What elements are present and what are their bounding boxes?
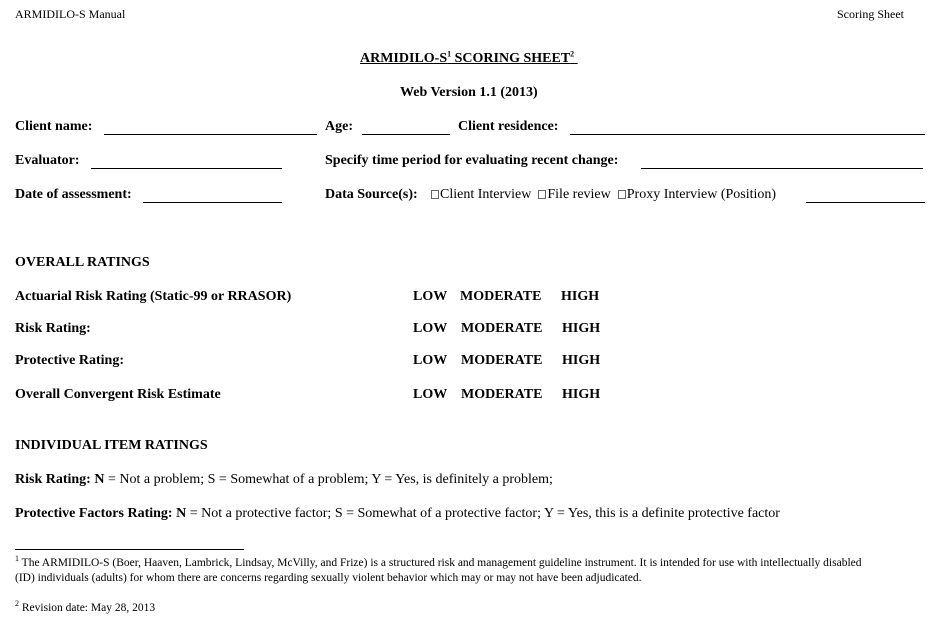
header-right: Scoring Sheet	[837, 7, 904, 21]
client-interview-label: Client Interview	[440, 187, 532, 202]
risk-legend-label: Risk Rating:	[15, 472, 95, 487]
risk-low-option[interactable]: LOW	[413, 321, 448, 336]
protective-rating-label: Protective Rating:	[15, 353, 124, 368]
overall-ratings-heading: OVERALL RATINGS	[15, 255, 150, 270]
client-name-field[interactable]	[104, 120, 317, 135]
actuarial-high-option[interactable]: HIGH	[561, 289, 600, 304]
age-label: Age:	[325, 119, 353, 134]
footnote-1-mark: 1	[15, 554, 19, 564]
data-source-label: Data Source(s):	[325, 187, 418, 202]
title-sup2: 2	[570, 49, 575, 59]
title-part-a: ARMIDILO-S	[360, 51, 448, 66]
risk-legend-text: = Not a problem; S = Somewhat of a problem; Y = Yes, is definitely a problem;	[104, 472, 553, 487]
page-title	[360, 51, 578, 67]
evaluator-field[interactable]	[91, 154, 282, 169]
footnote-2-text: Revision date: May 28, 2013	[19, 602, 156, 614]
actuarial-risk-label: Actuarial Risk Rating (Static-99 or RRASOR)	[15, 289, 292, 304]
footnote-1-line-2: (ID) individuals (adults) for whom there are concerns regarding sexually violent behavior which may or may not have been adjudicated.	[15, 572, 642, 584]
footnote-1-line-1	[15, 554, 862, 569]
file-review-checkbox[interactable]	[538, 190, 546, 199]
convergent-high-option[interactable]: HIGH	[562, 387, 601, 402]
footnote-2-mark: 2	[15, 599, 19, 609]
title-sup1: 1	[447, 49, 452, 59]
protective-factors-legend	[15, 506, 780, 522]
client-interview-checkbox[interactable]	[431, 190, 439, 199]
proxy-interview-label: Proxy Interview (Position)	[626, 187, 777, 202]
actuarial-low-option[interactable]: LOW	[413, 289, 448, 304]
actuarial-moderate-option[interactable]: MODERATE	[460, 289, 542, 304]
footnote-divider	[15, 549, 244, 550]
protective-low-option[interactable]: LOW	[413, 353, 448, 368]
date-field[interactable]	[143, 188, 282, 203]
version-label: Web Version 1.1 (2013)	[400, 85, 538, 100]
protective-legend-text: = Not a protective factor; S = Somewhat of a protective factor; Y = Yes, this is a definite protective factor	[186, 506, 780, 521]
risk-moderate-option[interactable]: MODERATE	[461, 321, 543, 336]
proxy-interview-checkbox[interactable]	[618, 190, 626, 199]
risk-rating-legend	[15, 472, 553, 488]
data-source-options	[431, 187, 776, 203]
convergent-low-option[interactable]: LOW	[413, 387, 448, 402]
title-part-b: SCORING SHEET	[451, 51, 571, 66]
client-name-label: Client name:	[15, 119, 93, 134]
time-period-field[interactable]	[641, 154, 923, 169]
file-review-label: File review	[547, 187, 611, 202]
residence-label: Client residence:	[458, 119, 559, 134]
residence-field[interactable]	[570, 120, 925, 135]
risk-rating-label: Risk Rating:	[15, 321, 91, 336]
footnote-2	[15, 599, 156, 614]
date-label: Date of assessment:	[15, 187, 132, 202]
footnote-1-text-a: The ARMIDILO-S (Boer, Haaven, Lambrick, Lindsay, McVilly, and Frize) is a structured risk and management guideline instrument. It is intended for use with intellectually disabled	[19, 557, 862, 569]
time-period-label: Specify time period for evaluating recent change:	[325, 153, 619, 168]
convergent-risk-label: Overall Convergent Risk Estimate	[15, 387, 221, 402]
protective-high-option[interactable]: HIGH	[562, 353, 601, 368]
individual-ratings-heading: INDIVIDUAL ITEM RATINGS	[15, 438, 208, 453]
protective-legend-n: N	[176, 506, 187, 521]
convergent-moderate-option[interactable]: MODERATE	[461, 387, 543, 402]
header-left: ARMIDILO-S Manual	[15, 7, 126, 21]
protective-moderate-option[interactable]: MODERATE	[461, 353, 543, 368]
evaluator-label: Evaluator:	[15, 153, 80, 168]
risk-legend-n: N	[94, 472, 105, 487]
risk-high-option[interactable]: HIGH	[562, 321, 601, 336]
proxy-position-field[interactable]	[806, 188, 925, 203]
protective-legend-label: Protective Factors Rating:	[15, 506, 177, 521]
age-field[interactable]	[362, 120, 450, 135]
